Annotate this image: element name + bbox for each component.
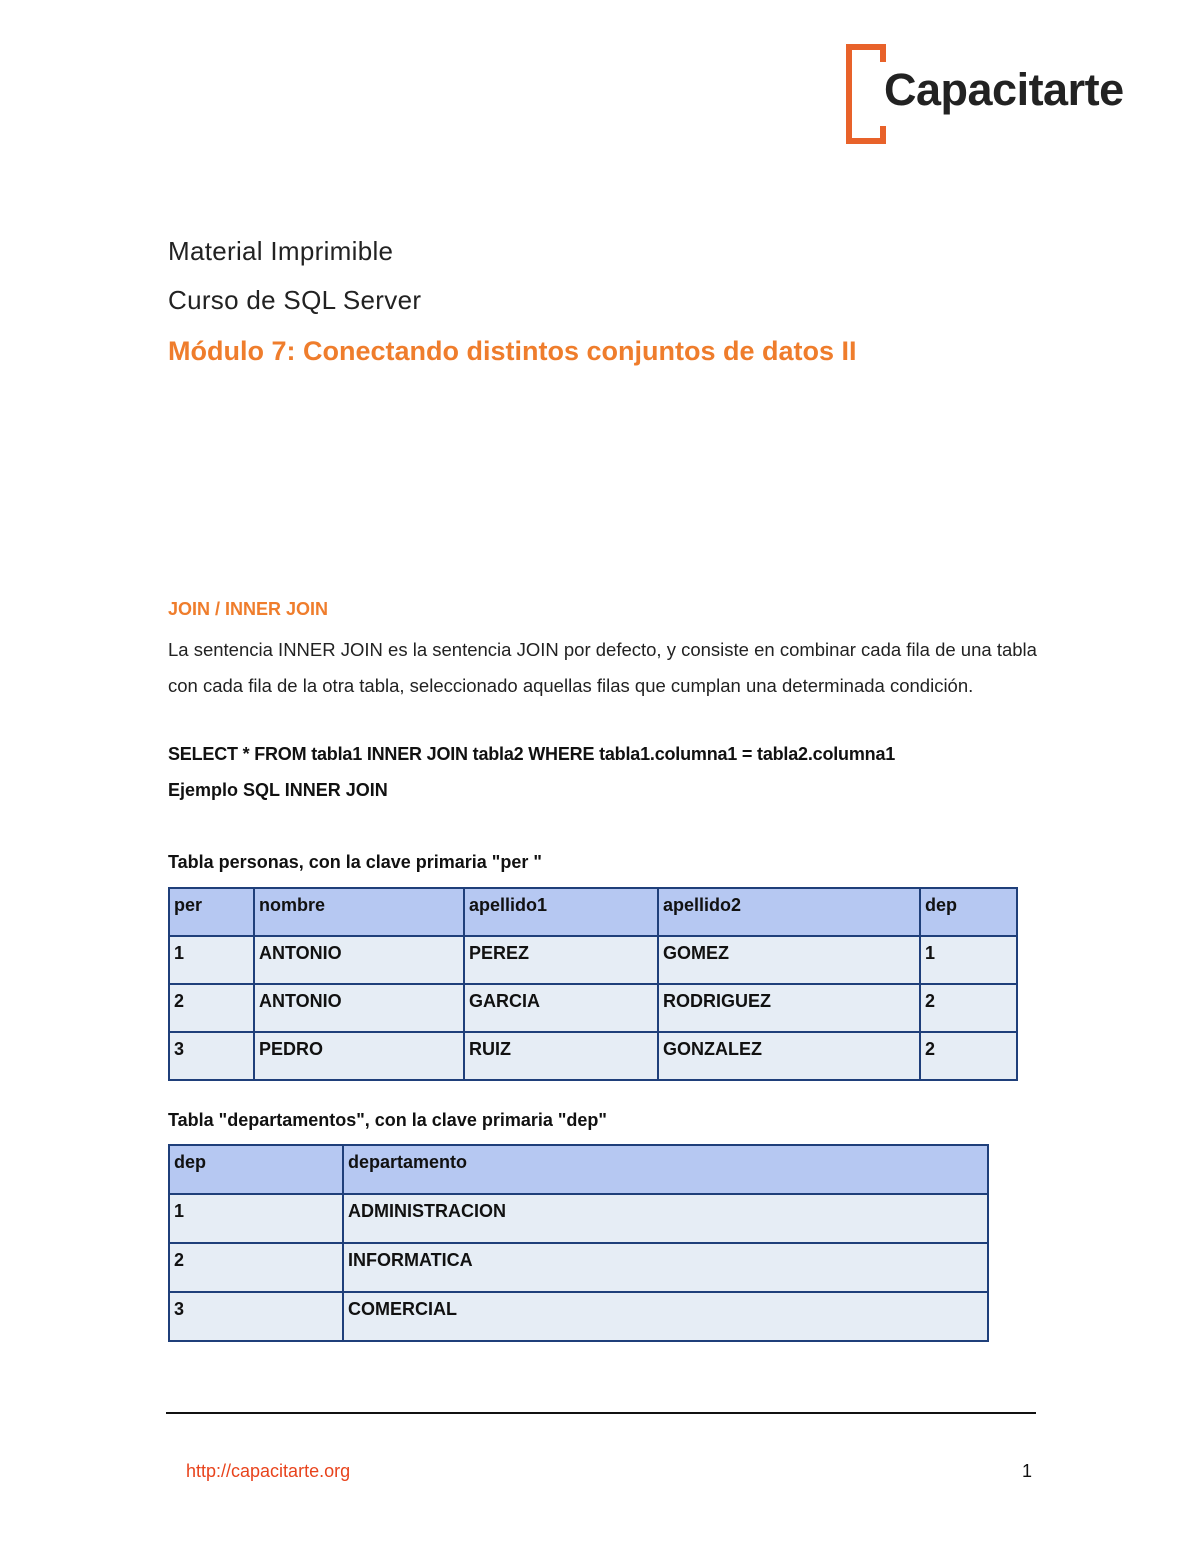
column-header: per: [169, 888, 254, 936]
column-header: dep: [169, 1145, 343, 1194]
table-cell: 3: [169, 1032, 254, 1080]
table-row: [169, 1032, 1017, 1080]
table-cell: ANTONIO: [254, 984, 464, 1032]
table-departamentos-caption: Tabla "departamentos", con la clave primaria "dep": [168, 1110, 607, 1130]
example-title: Ejemplo SQL INNER JOIN: [168, 780, 388, 800]
column-header: apellido1: [464, 888, 658, 936]
table-cell: RODRIGUEZ: [658, 984, 920, 1032]
table-row: [169, 936, 1017, 984]
column-header: nombre: [254, 888, 464, 936]
table-cell: 2: [169, 984, 254, 1032]
sql-statement: SELECT * FROM tabla1 INNER JOIN tabla2 WHERE tabla1.columna1 = tabla2.columna1: [168, 744, 896, 764]
table-personas-caption: Tabla personas, con la clave primaria "per ": [168, 852, 542, 872]
table-cell: GONZALEZ: [658, 1032, 920, 1080]
table-cell: 2: [920, 984, 1017, 1032]
table-header-row: [169, 888, 1017, 936]
table-departamentos: [168, 1144, 989, 1342]
section-paragraph: La sentencia INNER JOIN es la sentencia JOIN por defecto, y consiste en combinar cada fila de una tabla con cada fila de la otra tabla, seleccionado aquellas filas que cumplan una determinada condición.: [168, 639, 1037, 696]
logo-text: Capacitarte: [884, 64, 1124, 115]
module-title: Módulo 7: Conectando distintos conjuntos de datos II: [168, 336, 857, 366]
table-cell: 1: [169, 936, 254, 984]
table-header-row: [169, 1145, 988, 1194]
table-cell: RUIZ: [464, 1032, 658, 1080]
footer-divider: [166, 1412, 1036, 1414]
table-row: [169, 1292, 988, 1341]
table-cell: 1: [169, 1194, 343, 1243]
table-row: [169, 1194, 988, 1243]
table-cell: GARCIA: [464, 984, 658, 1032]
table-cell: 2: [920, 1032, 1017, 1080]
column-header: apellido2: [658, 888, 920, 936]
table-cell: PEDRO: [254, 1032, 464, 1080]
table-row: [169, 1243, 988, 1292]
table-cell: COMERCIAL: [343, 1292, 988, 1341]
page-number: 1: [1022, 1461, 1033, 1481]
table-cell: 1: [920, 936, 1017, 984]
footer-link[interactable]: http://capacitarte.org: [186, 1461, 351, 1481]
course-title: Curso de SQL Server: [168, 285, 422, 315]
table-cell: ADMINISTRACION: [343, 1194, 988, 1243]
table-cell: 2: [169, 1243, 343, 1292]
table-cell: INFORMATICA: [343, 1243, 988, 1292]
table-personas: [168, 887, 1018, 1081]
table-cell: ANTONIO: [254, 936, 464, 984]
document-type-label: Material Imprimible: [168, 236, 394, 266]
column-header: departamento: [343, 1145, 988, 1194]
logo-bracket-icon: [846, 44, 886, 144]
table-cell: 3: [169, 1292, 343, 1341]
capacitarte-logo: [846, 44, 1146, 138]
table-cell: PEREZ: [464, 936, 658, 984]
section-title: JOIN / INNER JOIN: [168, 599, 329, 619]
column-header: dep: [920, 888, 1017, 936]
table-cell: GOMEZ: [658, 936, 920, 984]
table-row: [169, 984, 1017, 1032]
